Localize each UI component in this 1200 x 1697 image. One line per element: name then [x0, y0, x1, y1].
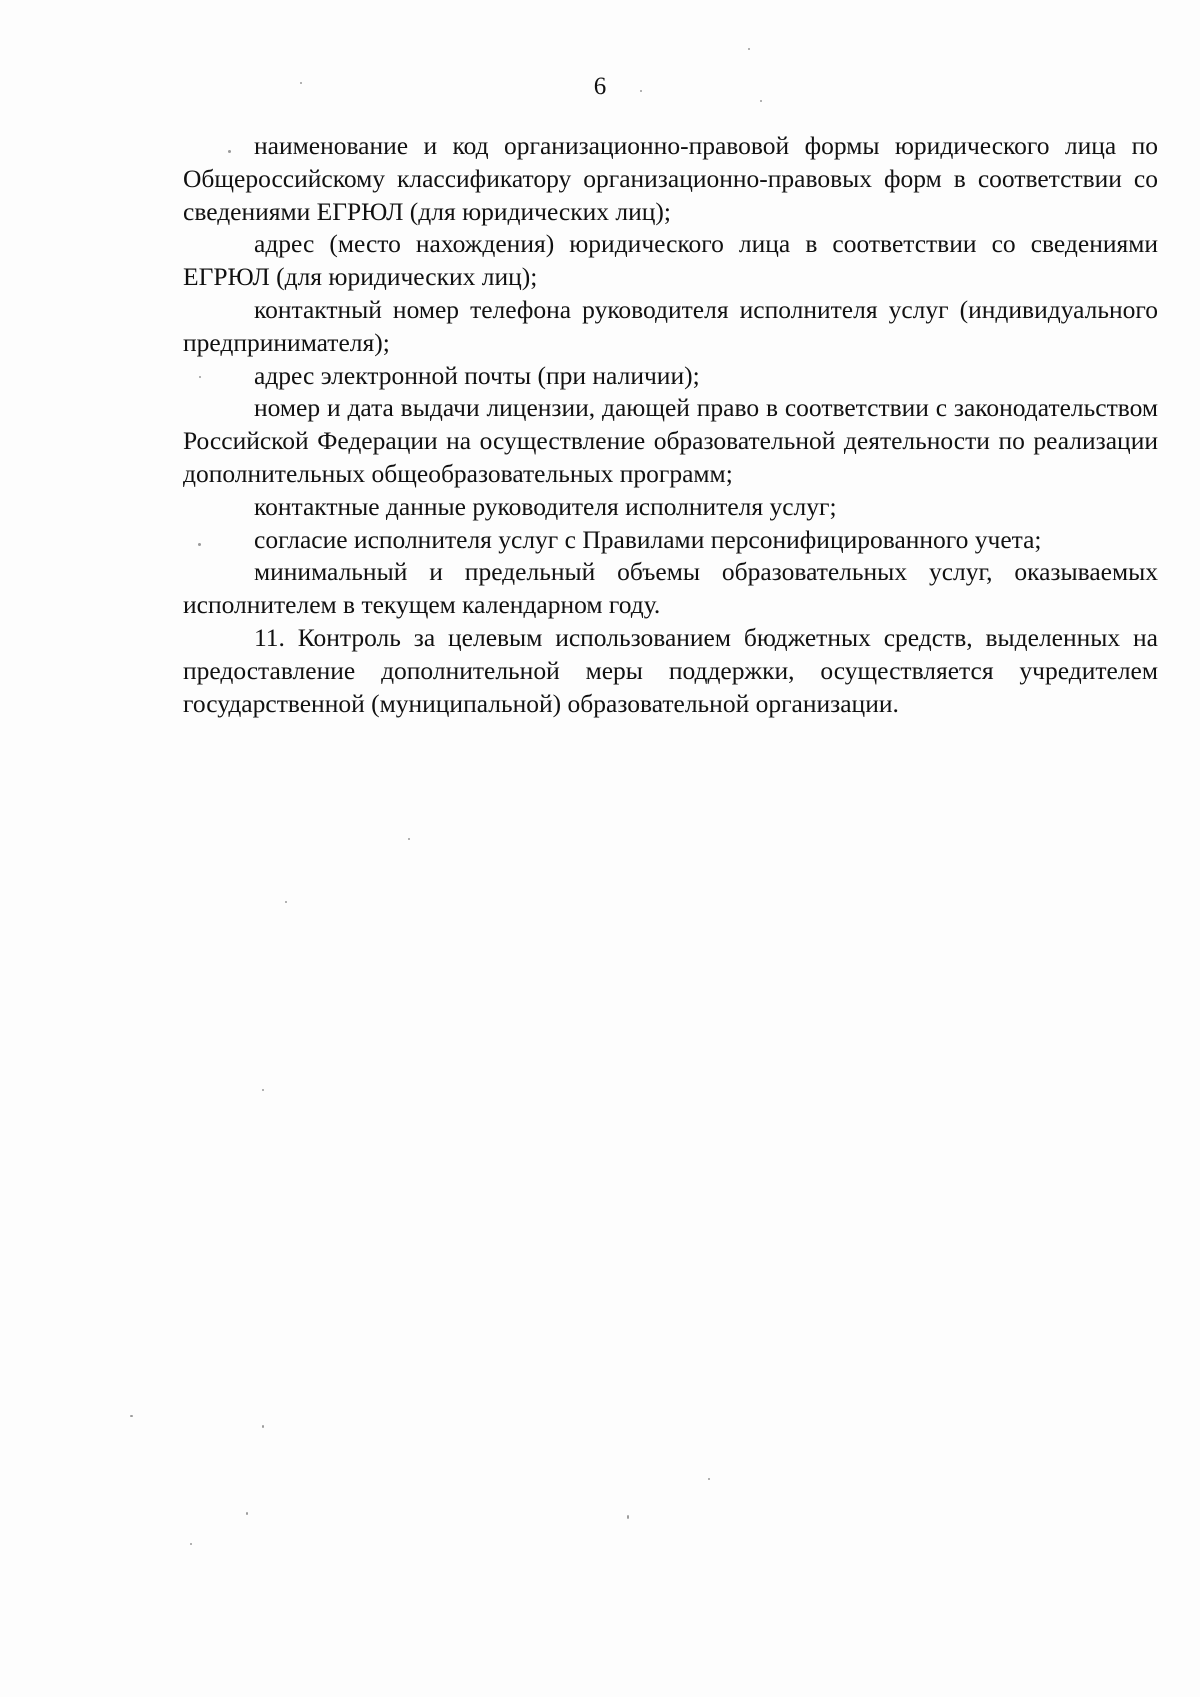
page-number: 6 — [593, 73, 607, 100]
scan-speck — [760, 100, 762, 102]
scan-speck — [190, 1543, 192, 1545]
scan-speck — [228, 150, 231, 153]
scan-speck — [262, 1425, 264, 1428]
paragraph-license: номер и дата выдачи лицензии, дающей право в соответствии с законодательством Российской Федерации на осуществление образовательной деятельности по реализации дополнительных общеобразовательных программ; — [183, 393, 1158, 488]
paragraph-control-clause: 11. Контроль за целевым использованием бюджетных средств, выделенных на предоставление дополнительной меры поддержки, осуществляется учредителем государственной (муниципальной) образовательной организации. — [183, 622, 1158, 718]
scan-speck — [640, 90, 642, 92]
scan-speck — [627, 1515, 629, 1519]
scan-speck — [199, 376, 201, 378]
scan-speck — [748, 48, 750, 50]
scan-speck — [408, 838, 410, 840]
paragraph-phone: контактный номер телефона руководителя исполнителя услуг (индивидуального предпринимателя); — [183, 294, 1158, 357]
paragraph-legal-form: наименование и код организационно-правовой формы юридического лица по Общероссийскому классификатору организационно-правовых форм в соответствии со сведениями ЕГРЮЛ (для юридических лиц); — [183, 131, 1158, 226]
scan-speck — [262, 1089, 264, 1091]
paragraph-consent: согласие исполнителя услуг с Правилами персонифицированного учета; — [254, 524, 1042, 554]
scan-speck — [708, 1478, 710, 1480]
paragraph-contacts: контактные данные руководителя исполнителя услуг; — [254, 491, 837, 521]
scan-speck — [285, 901, 287, 903]
document-body — [183, 130, 1158, 720]
paragraph-address: адрес (место нахождения) юридического лица в соответствии со сведениями ЕГРЮЛ (для юридических лиц); — [183, 229, 1158, 292]
scan-speck — [130, 1415, 133, 1417]
scan-speck — [198, 543, 201, 546]
scan-speck — [300, 82, 302, 84]
scan-speck — [246, 1512, 248, 1515]
paragraph-service-volume: минимальный и предельный объемы образовательных услуг, оказываемых исполнителем в текущем календарном году. — [183, 557, 1158, 620]
paragraph-email: адрес электронной почты (при наличии); — [254, 360, 700, 390]
